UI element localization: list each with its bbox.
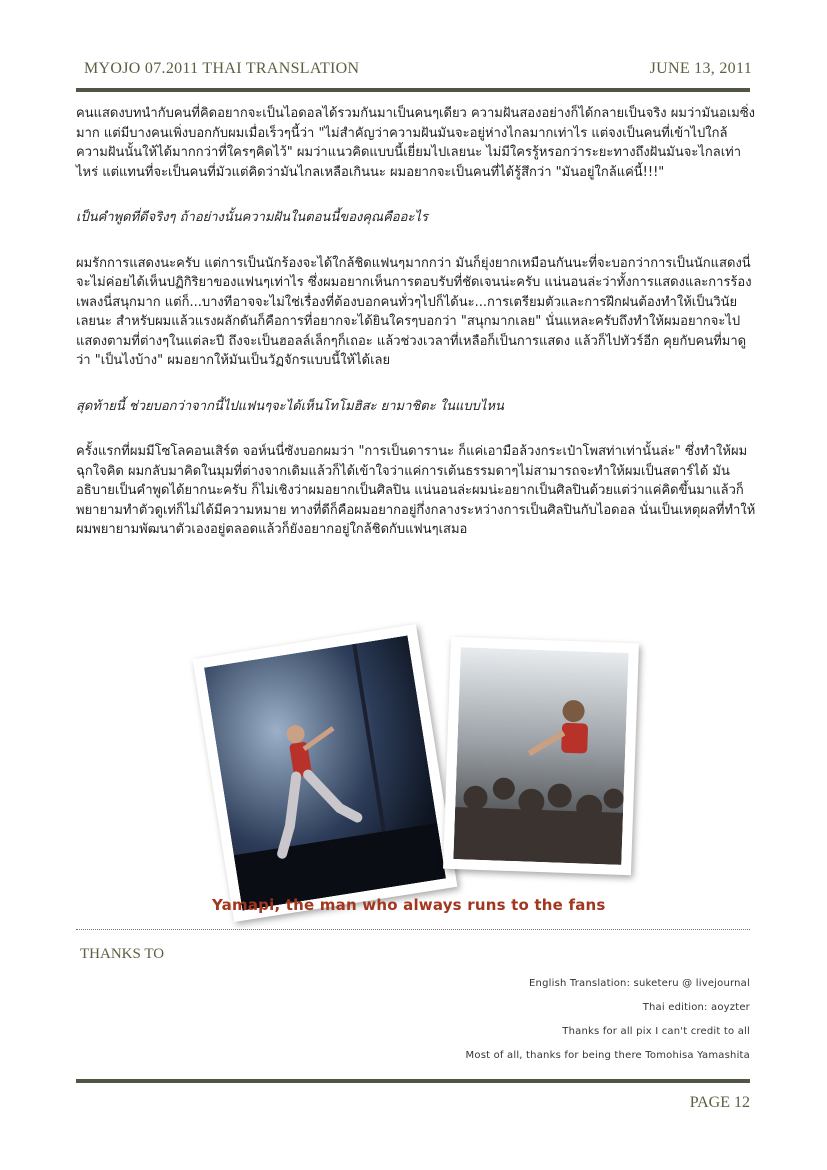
page-header [84,60,752,84]
page-number: PAGE 12 [689,1094,750,1111]
answer-paragraph-3: ครั้งแรกที่ผมมีโซโลคอนเสิร์ต จอห์นนี่ซังบอกผมว่า "การเป็นดารานะ ก็แค่เอามือล้วงกระเป๋าโพสท่าเท่านั้นล่ะ" ซึ่งทำให้ผมฉุกใจคิด ผมกลับมาคิดในมุมที่ต่างจากเดิมแล้วก็ได้เข้าใจว่าแค่การเต้นธรรมดาๆไม่สามารถจะทำให้ผมเป็นสตาร์ได้ มันอธิบายเป็นคำพูดได้ยากนะครับ ก็ไม่เชิงว่าผมอยากเป็นศิลปิน แน่นอนล่ะผมน่ะอยากเป็นศิลปินด้วยแต่ว่าแค่คิดขึ้นมาแล้วก็พยายามทำตัวดูเท่ก็ไม่ได้มีความหมาย ทางที่ดีก็คือผมอยากอยู่กึ่งกลางระหว่างการเป็นศิลปินกับไอดอล นั่นเป็นเหตุผลที่ทำให้ผมพยายามพัฒนาตัวเองอยู่ตลอดแล้วก็ยังอยากอยู่ใกล้ชิดกับแฟนๆเสมอ [76,444,756,537]
credits-list [466,972,750,1068]
question-2: สุดท้ายนี้ ช่วยบอกว่าจากนี้ไปแฟนๆจะได้เห็นโทโมฮิสะ ยามาชิตะ ในแบบไหน [76,398,504,414]
header-rule [76,88,750,92]
question-1: เป็นคำพูดที่ดีจริงๆ ถ้าอย่างนั้นความฝันในตอนนี้ของคุณคืออะไร [76,210,428,225]
concert-photo-stage [193,624,458,922]
dotted-divider [76,929,750,930]
magazine-title: MYOJO 07.2011 THAI TRANSLATION [84,60,360,77]
answer-paragraph-1: คนแสดงบทนำกับคนที่คิดอยากจะเป็นไอดอลได้รวมกันมาเป็นคนๆเดียว ความฝันสองอย่างก็ได้กลายเป็นจริง ผมว่ามันอเมซิ่งมาก แต่มีบางคนเพิ่งบอกกับผมเมื่อเร็วๆนี้ว่า "ไม่สำคัญว่าความฝันมันจะอยู่ห่างไกลมากเท่าไร แต่จงเป็นคนที่เข้าไปใกล้ความฝันนั้นให้ได้มากกว่าที่ใครๆคิดไว้" ผมว่าแนวคิดแบบนี้เยี่ยมไปเลยนะ ไม่มีใครรู้หรอกว่าระยะทางถึงฝันมันจะไกลเท่าไหร่ แต่แทนที่จะเป็นคนที่มัวแต่คิดว่ามันไกลเหลือเกินนะ ผมอยากจะเป็นคนที่ได้รู้สึกว่า "มันอยู่ใกล้แค่นี้!!!" [76,106,756,180]
answer-paragraph-2: ผมรักการแสดงนะครับ แต่การเป็นนักร้องจะได้ใกล้ชิดแฟนๆมากกว่า มันก็ยุ่งยากเหมือนกันนะที่จะบอกว่าการเป็นนักแสดงนี่จะไม่ค่อยได้เห็นปฏิกิริยาของแฟนๆเท่าไร ซึ่งผมอยากเห็นการตอบรับที่ชัดเจนน่ะครับ แน่นอนล่ะว่าทั้งการแสดงและการร้องเพลงนี่สนุกมาก แต่ก็...บางทีอาจจะไม่ใช่เรื่องที่ต้องบอกคนทั่วๆไปก็ได้นะ...การเตรียมตัวและการฝึกฝนต้องทำให้เป็นวินัยเลยนะ สำหรับผมแล้วแรงผลักดันก็คือการที่อยากจะได้ยินใครๆบอกว่า "สนุกมากเลย" นั่นแหละครับถึงทำให้ผมอยากจะไปแสดงตามที่ต่างๆในแต่ละปี ถึงจะเป็นฮอลล์เล็กๆก็เถอะ แล้วช่วงเวลาที่เหลือก็เป็นการแสดง แล้วก็ไปทัวร์อีก คุยกับคนที่มาดูว่า "เป็นไงบ้าง" ผมอยากให้มันเป็นวัฏจักรแบบนี้ให้ได้เลย [76,255,752,368]
credit-line: Thanks for all pix I can't credit to all [562,1026,750,1037]
credit-line: English Translation: suketeru @ livejournal [529,978,750,989]
article-body [76,104,756,566]
credit-line: Most of all, thanks for being there Tomohisa Yamashita [465,1050,750,1061]
credit-line: Thai edition: aoyzter [642,1002,750,1013]
photo-caption: Yamapi, the man who always runs to the fans [212,896,606,914]
footer-rule [76,1079,750,1083]
header-date: JUNE 13, 2011 [649,60,752,77]
concert-photo-crowd [443,637,639,875]
thanks-heading: THANKS TO [80,946,165,962]
